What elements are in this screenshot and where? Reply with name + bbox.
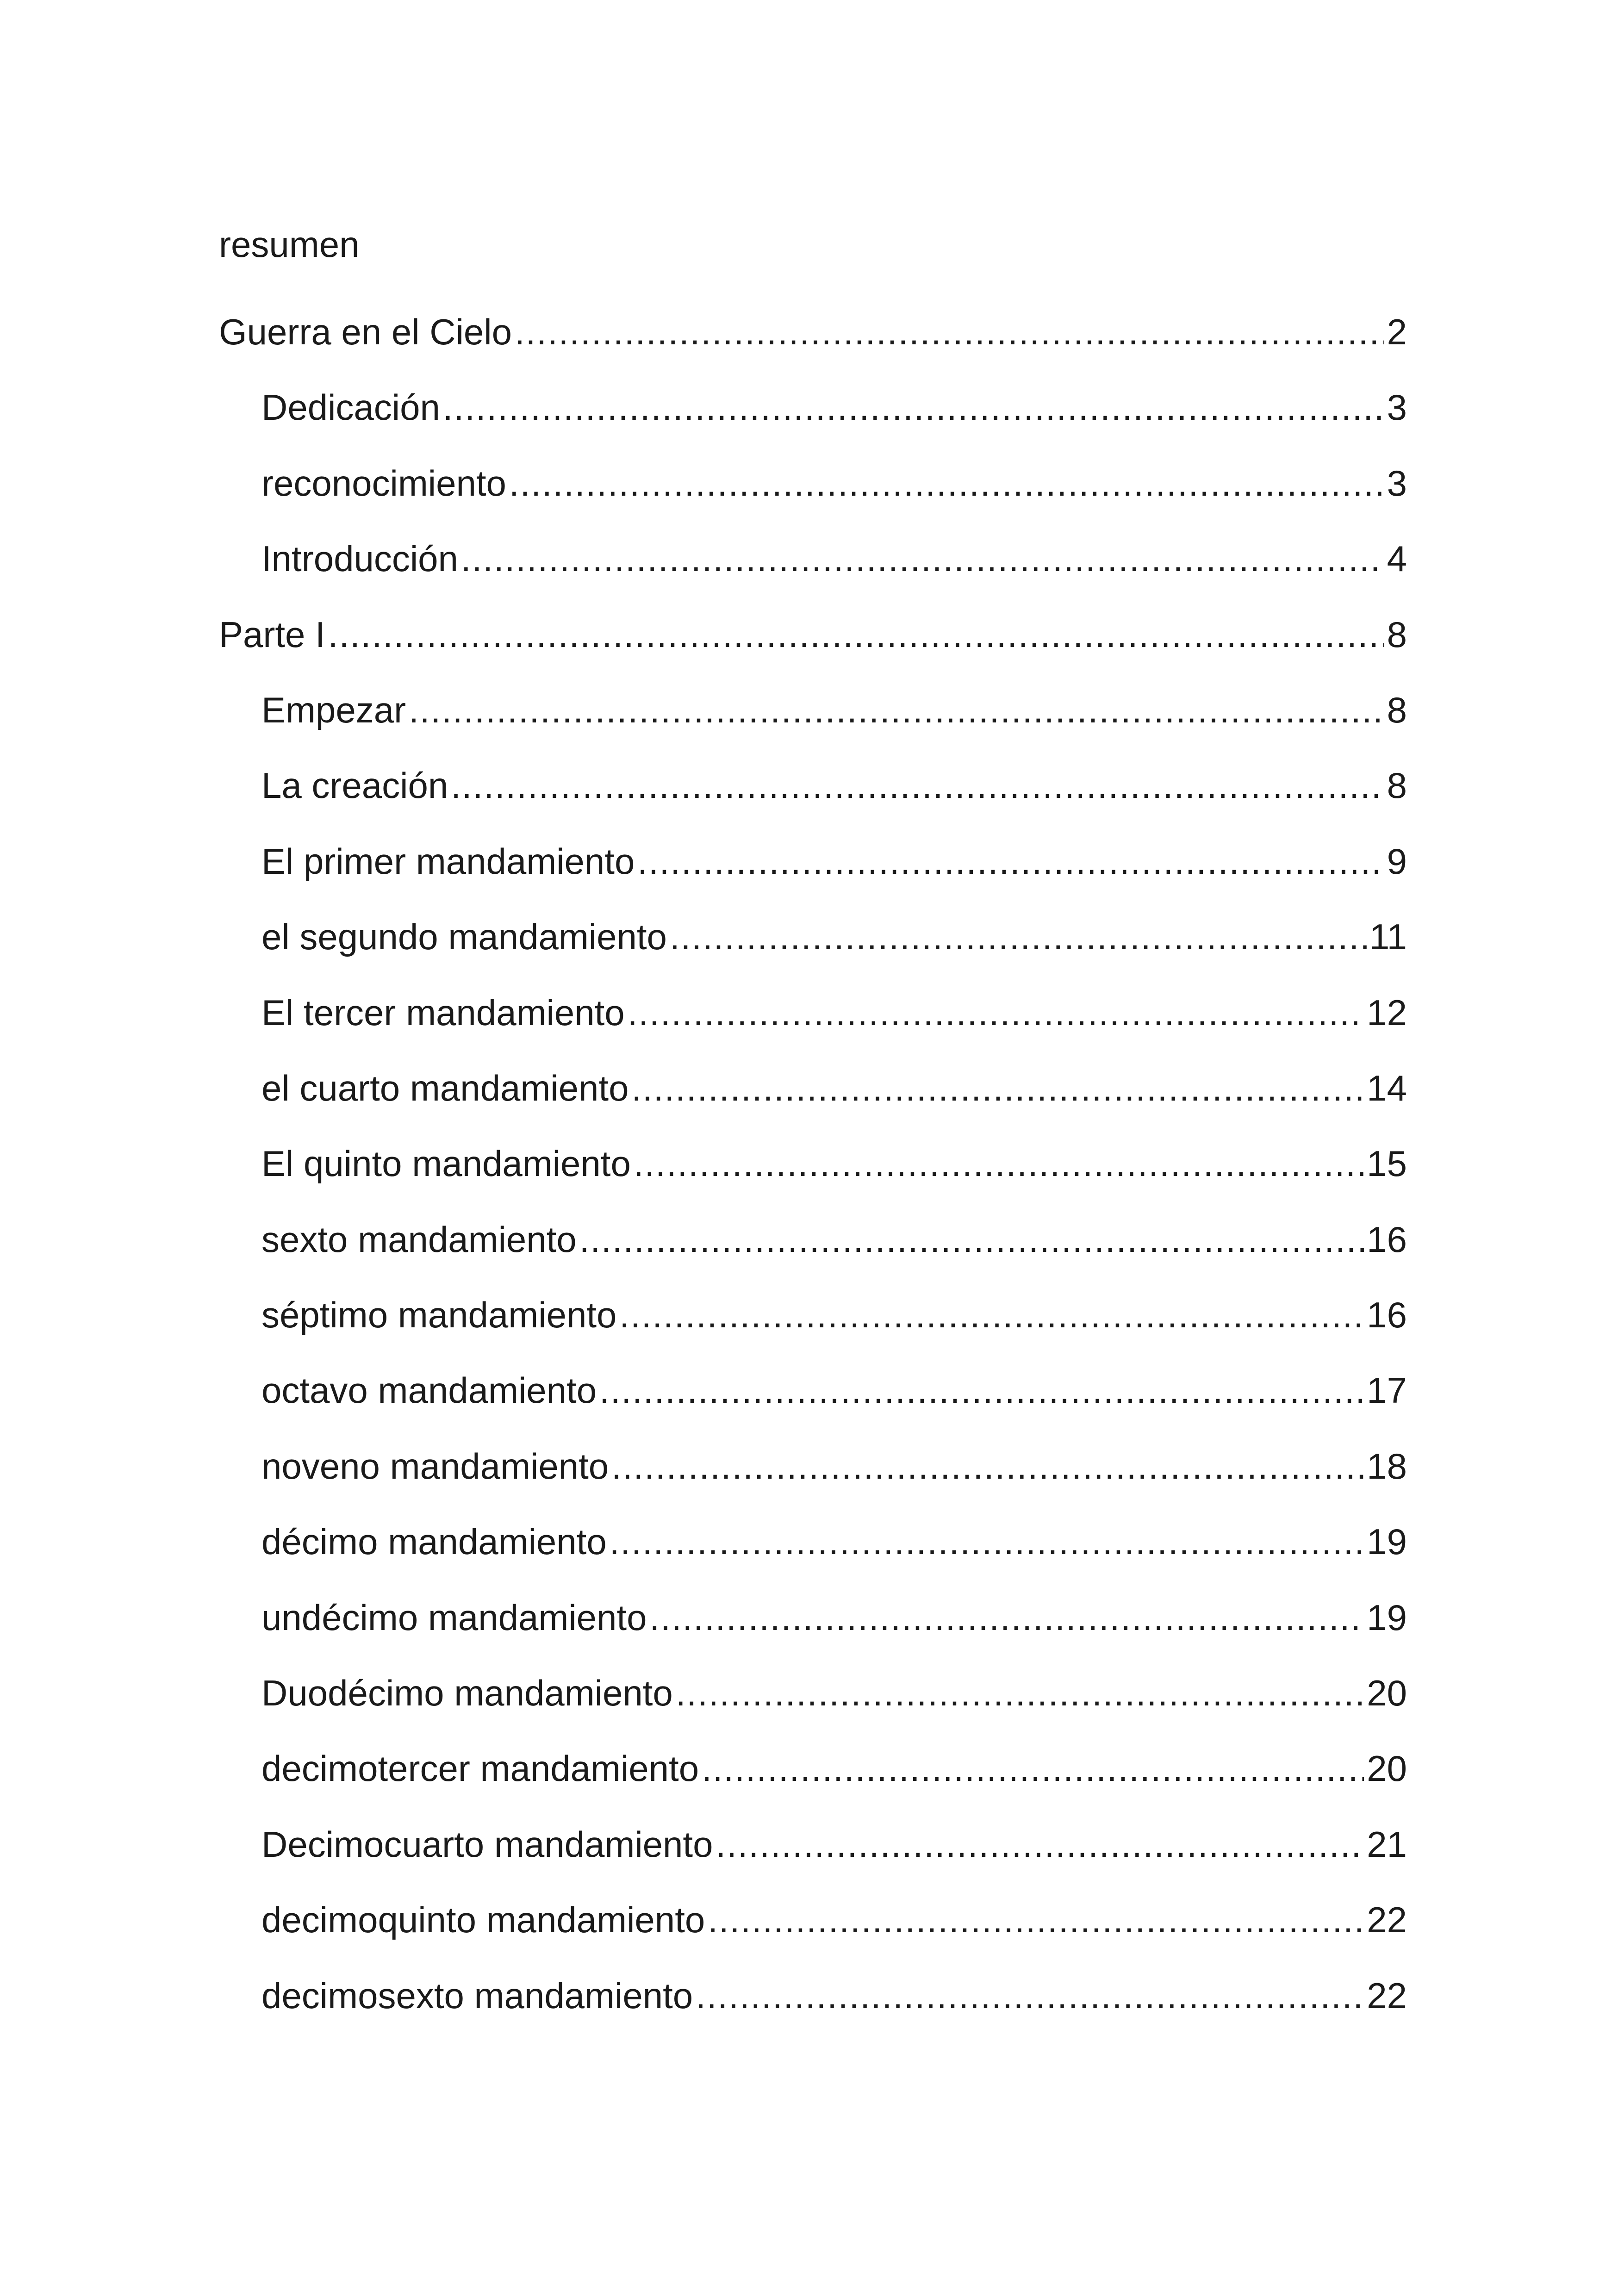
toc-entry-title: reconocimiento [261,462,506,504]
toc-entry-title: undécimo mandamiento [261,1597,647,1638]
toc-dot-leader [409,687,1384,733]
toc-dot-leader [328,611,1384,658]
toc-entry[interactable] [219,1443,1407,1518]
toc-entry-title: Dedicación [261,387,440,428]
toc-entry-page-number: 17 [1367,1370,1407,1411]
toc-entry-title: el cuarto mandamiento [261,1067,629,1108]
toc-entry-title: Guerra en el Cielo [219,311,512,352]
toc-entry-page-number: 12 [1367,992,1407,1033]
toc-entry[interactable] [219,1745,1407,1821]
toc-entry-title: El primer mandamiento [261,840,635,882]
toc-entry[interactable] [219,762,1407,838]
toc-entry-page-number: 19 [1367,1597,1407,1638]
toc-entry-page-number: 8 [1387,614,1407,655]
toc-dot-leader [676,1670,1364,1716]
toc-dot-leader [451,762,1384,809]
toc-entry-page-number: 16 [1367,1219,1407,1260]
toc-dot-leader [509,460,1384,506]
toc-dot-leader [649,1594,1364,1641]
toc-entry[interactable] [219,1972,1407,2048]
toc-entry-title: decimotercer mandamiento [261,1748,699,1789]
toc-entry[interactable] [219,989,1407,1065]
toc-entry-title: décimo mandamiento [261,1521,607,1562]
toc-entry-title: Decimocuarto mandamiento [261,1823,713,1865]
toc-entry-title: El quinto mandamiento [261,1143,631,1184]
toc-dot-leader [515,309,1384,355]
toc-dot-leader [628,989,1364,1036]
toc-entry-title: Introducción [261,538,458,579]
toc-entry[interactable] [219,1216,1407,1292]
toc-entry-page-number: 21 [1367,1823,1407,1865]
toc-entry[interactable] [219,535,1407,611]
toc-entry[interactable] [219,687,1407,762]
toc-heading: resumen [219,224,360,265]
toc-entry-title: La creación [261,765,448,806]
toc-dot-leader [670,914,1367,960]
toc-entry-title: Parte I [219,614,325,655]
toc-entry-page-number: 18 [1367,1445,1407,1487]
toc-dot-leader [611,1443,1364,1489]
toc-entry[interactable] [219,1897,1407,1972]
toc-dot-leader [631,1065,1364,1111]
toc-entry-page-number: 2 [1387,311,1407,352]
toc-entry[interactable] [219,1065,1407,1140]
toc-entry-page-number: 8 [1387,765,1407,806]
toc-entry-title: Duodécimo mandamiento [261,1673,673,1714]
toc-dot-leader [716,1821,1364,1867]
toc-entry-page-number: 16 [1367,1294,1407,1336]
toc-entry-page-number: 20 [1367,1748,1407,1789]
toc-entry[interactable] [219,1518,1407,1594]
toc-dot-leader [619,1292,1364,1338]
toc-entry-page-number: 9 [1387,840,1407,882]
toc-dot-leader [637,838,1384,884]
toc-entry-title: el segundo mandamiento [261,916,667,958]
toc-entry-title: sexto mandamiento [261,1219,577,1260]
toc-dot-leader [610,1518,1364,1565]
toc-entry-title: Empezar [261,689,406,730]
toc-entry[interactable] [219,309,1407,384]
toc-dot-leader [579,1216,1364,1263]
toc-entry[interactable] [219,914,1407,989]
toc-entry-page-number: 20 [1367,1673,1407,1714]
toc-entry-page-number: 8 [1387,689,1407,730]
toc-entry-page-number: 14 [1367,1067,1407,1108]
toc-dot-leader [708,1897,1364,1943]
toc-entry-page-number: 19 [1367,1521,1407,1562]
toc-entry[interactable] [219,838,1407,914]
toc-entry[interactable] [219,1292,1407,1367]
toc-entry-page-number: 22 [1367,1975,1407,2016]
toc-entry-title: octavo mandamiento [261,1370,597,1411]
toc-entry-title: decimoquinto mandamiento [261,1899,705,1941]
toc-dot-leader [696,1972,1364,2019]
toc-entry[interactable] [219,1140,1407,1216]
toc-entry[interactable] [219,1594,1407,1670]
toc-entry-page-number: 4 [1387,538,1407,579]
toc-entry-title: El tercer mandamiento [261,992,625,1033]
toc-entry-page-number: 3 [1387,462,1407,504]
toc-entry[interactable] [219,460,1407,535]
toc-entry[interactable] [219,1670,1407,1745]
toc-entry-page-number: 22 [1367,1899,1407,1941]
toc-dot-leader [634,1140,1364,1187]
toc-entry-title: séptimo mandamiento [261,1294,617,1336]
toc-entry[interactable] [219,611,1407,687]
toc-dot-leader [443,384,1384,430]
toc-entry-title: decimosexto mandamiento [261,1975,693,2016]
table-of-contents [219,309,1407,2048]
toc-entry[interactable] [219,1367,1407,1443]
toc-dot-leader [599,1367,1364,1413]
toc-entry-page-number: 3 [1387,387,1407,428]
toc-entry-page-number: 11 [1369,916,1407,958]
toc-dot-leader [461,535,1384,582]
toc-entry-title: noveno mandamiento [261,1445,609,1487]
toc-dot-leader [702,1745,1364,1792]
toc-entry[interactable] [219,1821,1407,1897]
toc-entry-page-number: 15 [1367,1143,1407,1184]
toc-entry[interactable] [219,384,1407,460]
